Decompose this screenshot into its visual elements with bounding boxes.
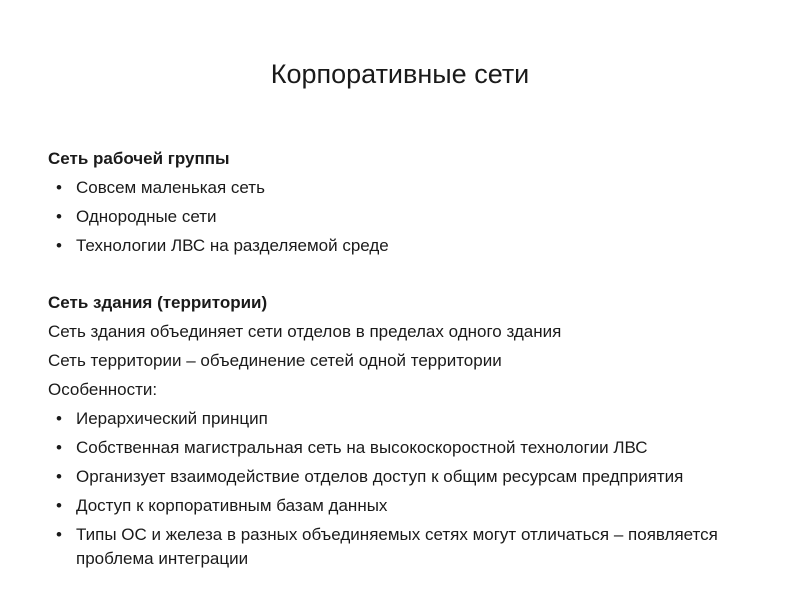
list-item: • Технологии ЛВС на разделяемой среде [48,234,768,258]
list-item: • Однородные сети [48,205,768,229]
section-heading-workgroup: Сеть рабочей группы [48,149,230,168]
list-item: • Доступ к корпоративным базам данных [48,494,768,518]
list-item: • Совсем маленькая сеть [48,176,768,200]
text-line: Особенности: [48,380,158,399]
section-spacer [48,263,768,291]
list-item: • Типы ОС и железа в разных объединяемых сетях могут отличаться – появляется проблема интеграции [48,523,768,571]
building-bullet-list [48,407,768,571]
section-building-network [48,291,768,571]
list-item: • Иерархический принцип [48,407,768,431]
text-line: Сеть территории – объединение сетей одной территории [48,351,502,370]
section-workgroup-network [48,147,768,258]
list-item: • Организует взаимодействие отделов доступ к общим ресурсам предприятия [48,465,768,489]
workgroup-bullet-list [48,176,768,258]
text-line: Сеть здания объединяет сети отделов в пределах одного здания [48,322,562,341]
section-heading-building: Сеть здания (территории) [48,293,268,312]
slide-content [48,147,768,576]
list-item: • Собственная магистральная сеть на высокоскоростной технологии ЛВС [48,436,768,460]
slide-title: Корпоративные сети [270,59,530,89]
